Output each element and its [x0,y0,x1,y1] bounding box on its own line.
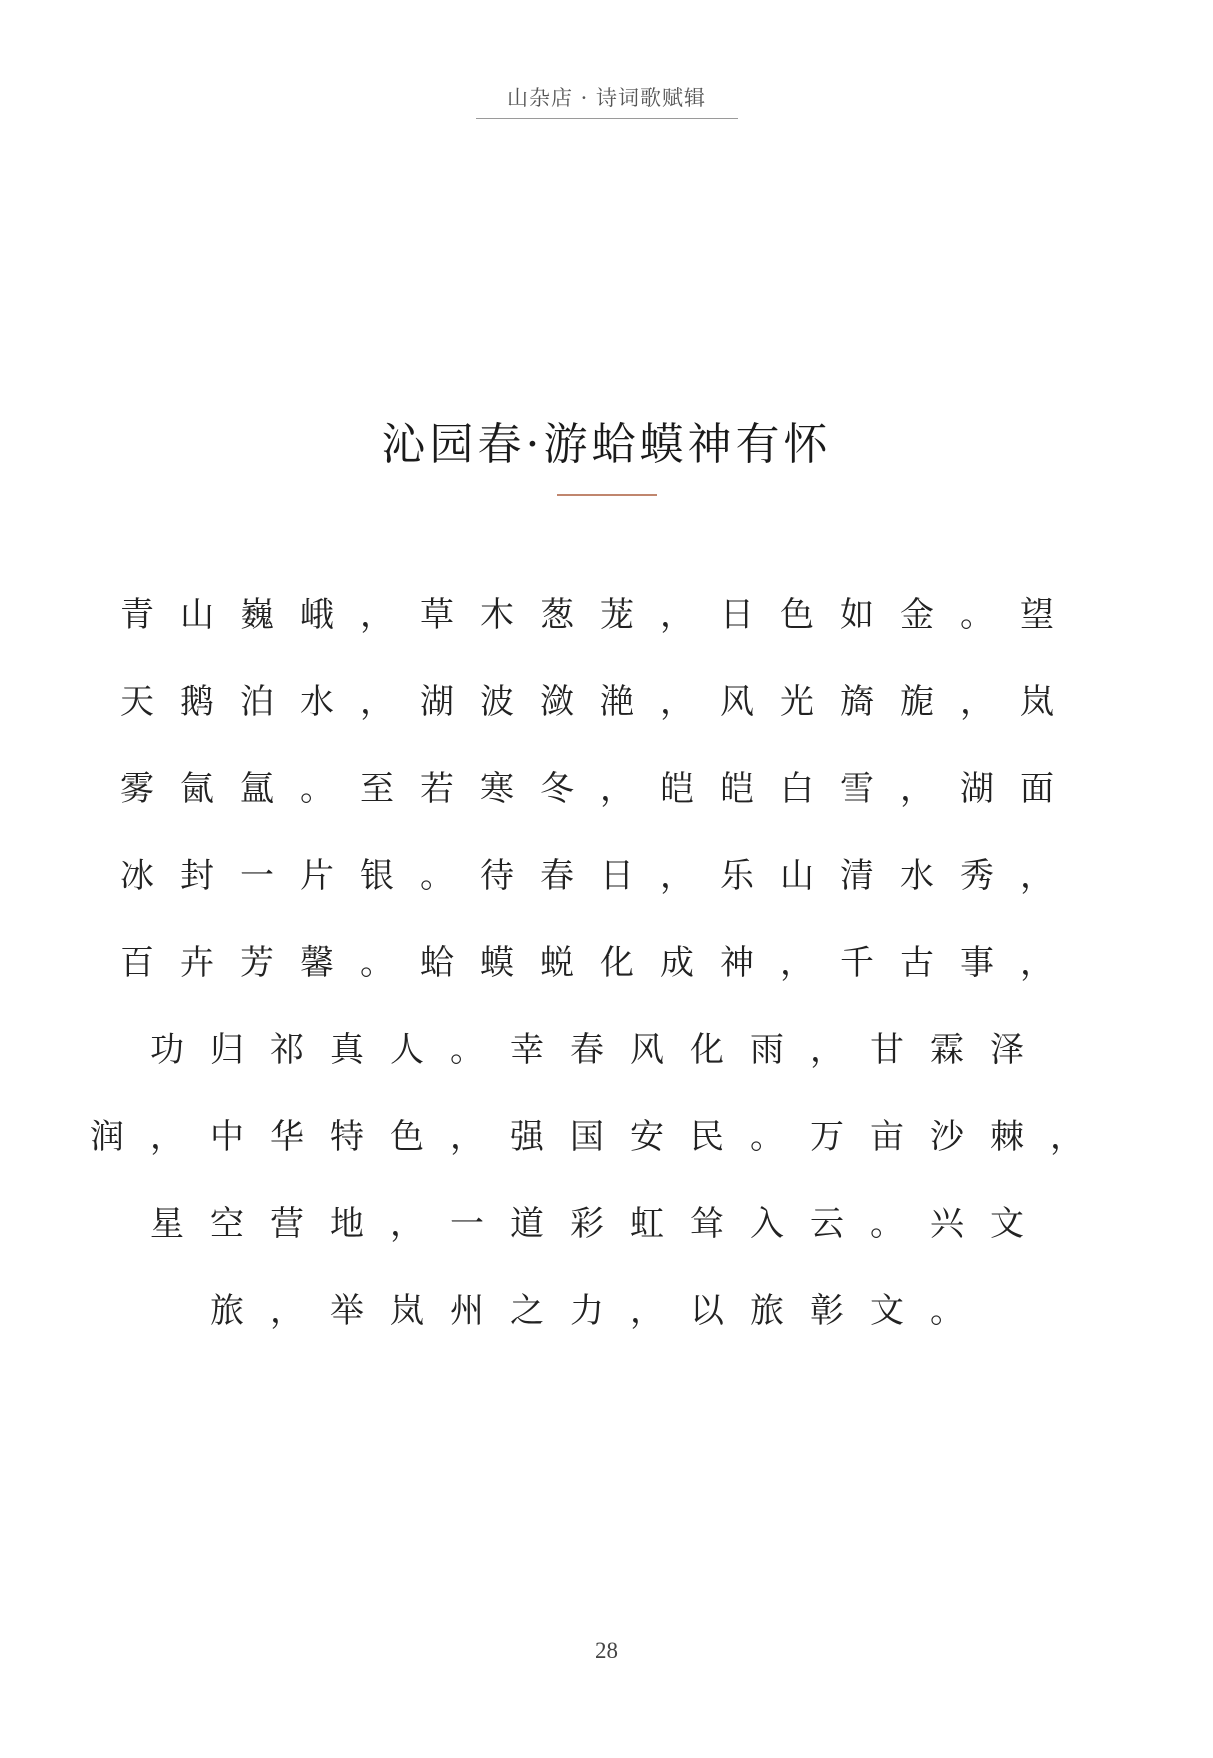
poem-line: 润，中华特色，强国安民。万亩沙棘， [90,1117,1110,1157]
poem-line: 天鹅泊水，湖波潋滟，风光旖旎，岚 [120,682,1080,722]
page-number: 28 [595,1638,618,1663]
poem-line: 青山巍峨，草木葱茏，日色如金。望 [120,595,1080,635]
poem-line: 冰封一片银。待春日，乐山清水秀， [120,856,1080,896]
poem-line: 旅，举岚州之力，以旅彰文。 [210,1291,990,1331]
poem-title: 沁园春·游蛤蟆神有怀 [381,419,832,470]
poem-line: 百卉芳馨。蛤蟆蜕化成神，千古事， [120,943,1080,983]
poem-body [90,568,1110,1351]
poem-line: 雾氤氲。至若寒冬，皑皑白雪，湖面 [120,769,1080,809]
poem-line: 星空营地，一道彩虹耸入云。兴文 [150,1204,1050,1244]
title-divider [557,494,657,496]
header-divider [476,118,738,119]
poem-line: 功归祁真人。幸春风化雨，甘霖泽 [150,1030,1050,1070]
running-header: 山杂店 · 诗词歌赋辑 [506,86,707,110]
